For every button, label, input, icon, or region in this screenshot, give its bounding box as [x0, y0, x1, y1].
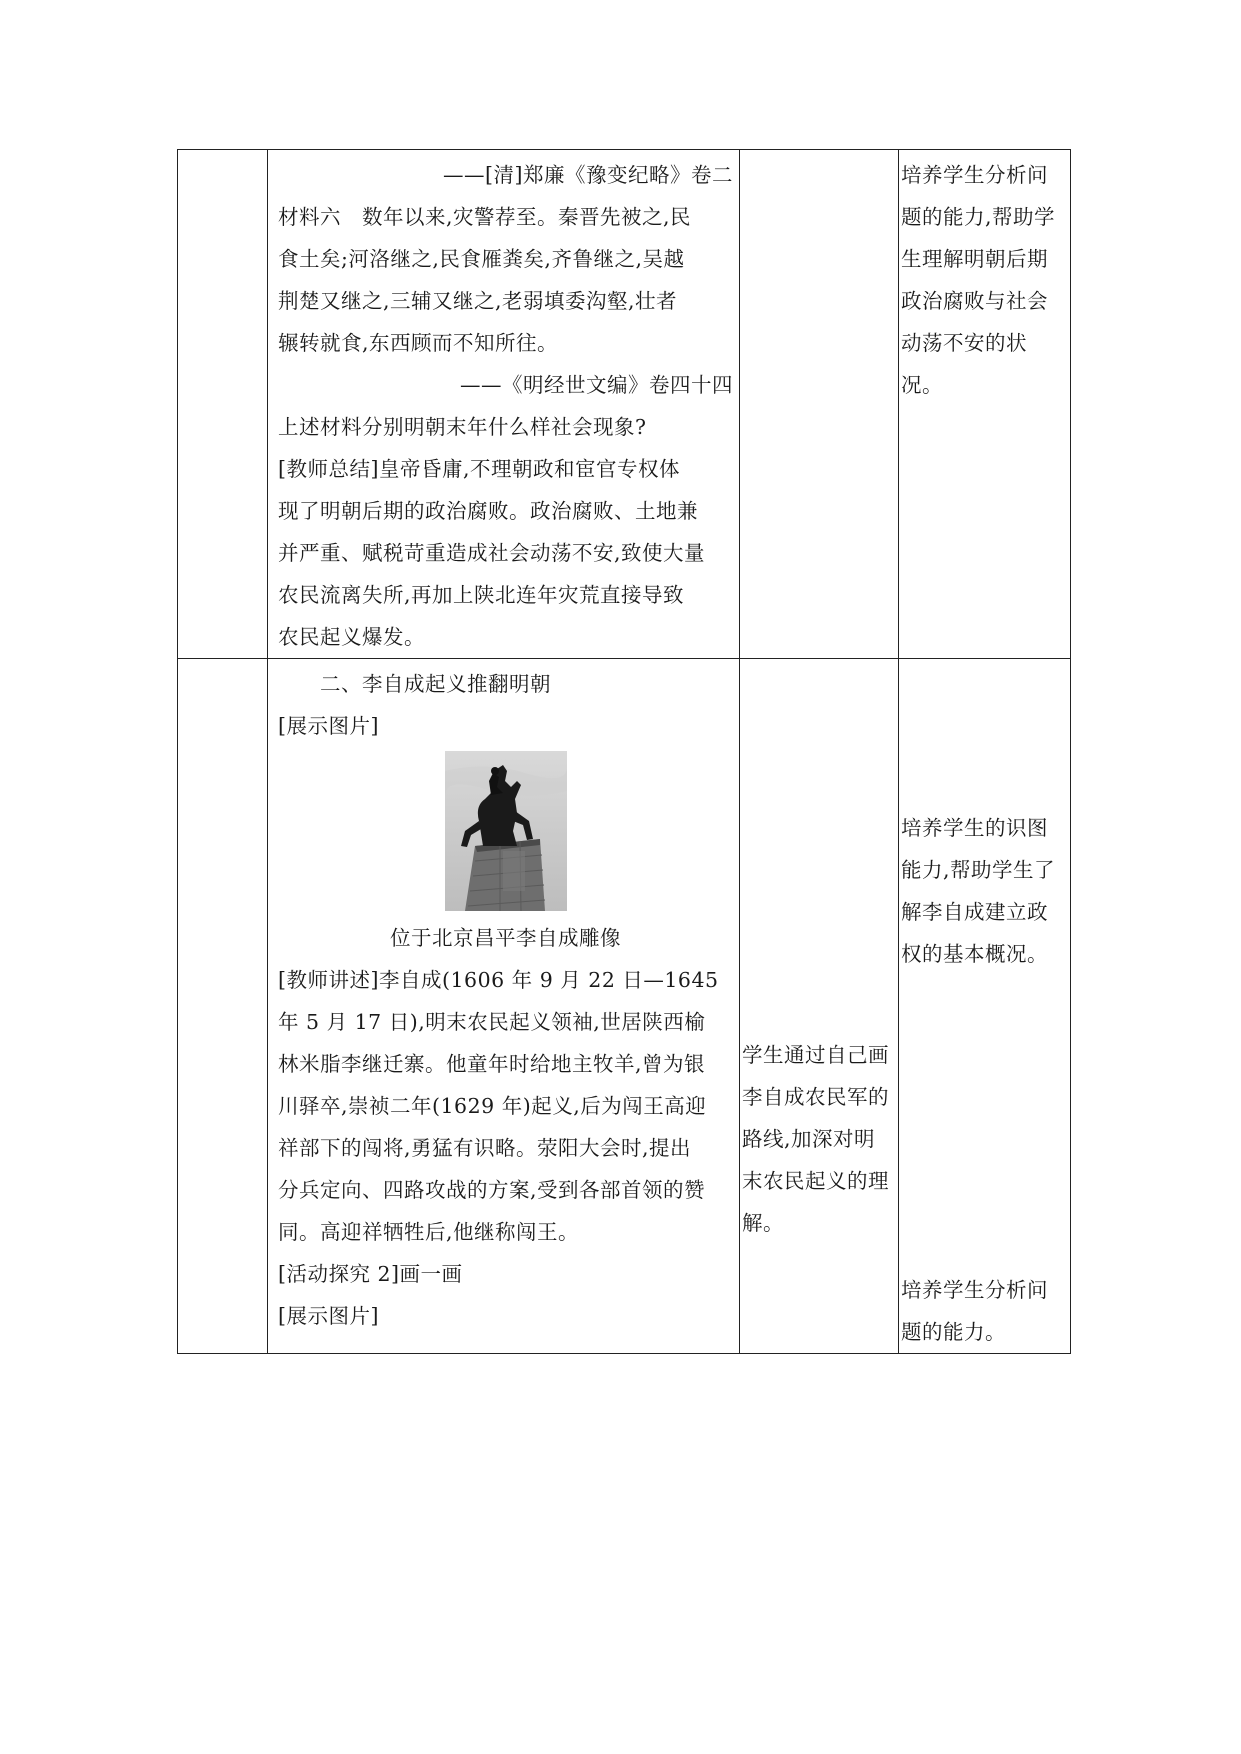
student-activity-cell: [740, 150, 899, 659]
table-row: [178, 659, 1071, 1354]
material-line: 辗转就食,东西顾而不知所往。: [278, 331, 559, 355]
design-intent-cell: [899, 150, 1071, 659]
lecture-line: 分兵定向、四路攻战的方案,受到各部首领的赞: [278, 1178, 706, 1202]
intent-line: 生理解明朝后期: [901, 247, 1048, 271]
stage-cell: [178, 659, 268, 1354]
intent-line: 动荡不安的状况。: [901, 331, 1027, 397]
intent-line: 培养学生的识图: [901, 816, 1048, 840]
intent-line: 解李自成建立政: [901, 900, 1048, 924]
student-activity-cell: [740, 659, 899, 1354]
teaching-process-cell: [268, 150, 740, 659]
activity-line: 学生通过自己画: [742, 1043, 889, 1067]
lecture-line: 年 5 月 17 日),明末农民起义领袖,世居陕西榆: [278, 1010, 706, 1034]
summary-line: 农民流离失所,再加上陕北连年灾荒直接导致: [278, 583, 685, 607]
activity-line: 末农民起义的理: [742, 1169, 889, 1193]
intent-line: 能力,帮助学生了: [901, 858, 1056, 882]
citation: ——[清]郑廉《豫变纪略》卷二: [443, 163, 733, 187]
summary-line: 并严重、赋税苛重造成社会动荡不安,致使大量: [278, 541, 706, 565]
activity-line: 路线,加深对明: [742, 1127, 876, 1151]
teaching-process-cell: [268, 659, 740, 1354]
show-image-label: [展示图片]: [278, 714, 379, 738]
question-text: 上述材料分别明朝末年什么样社会现象?: [278, 415, 647, 439]
photo-caption: 位于北京昌平李自成雕像: [390, 926, 621, 950]
material-line: 食土矣;河洛继之,民食雁粪矣,齐鲁继之,吴越: [278, 247, 685, 271]
design-intent-cell: [899, 659, 1071, 1354]
lesson-plan-table: [177, 149, 1071, 1354]
show-image-label: [展示图片]: [278, 1304, 379, 1328]
stage-cell: [178, 150, 268, 659]
intent-line: 权的基本概况。: [901, 942, 1048, 966]
statue-photo: [278, 747, 733, 917]
activity-line: 李自成农民军的: [742, 1085, 889, 1109]
summary-line: [教师总结]皇帝昏庸,不理朝政和宦官专权体: [278, 457, 681, 481]
lecture-line: 川驿卒,崇祯二年(1629 年)起义,后为闯王高迎: [278, 1094, 707, 1118]
lecture-line: [教师讲述]李自成(1606 年 9 月 22 日—1645: [278, 968, 719, 992]
summary-line: 农民起义爆发。: [278, 625, 425, 649]
intent-line: 政治腐败与社会: [901, 289, 1048, 313]
summary-line: 现了明朝后期的政治腐败。政治腐败、土地兼: [278, 499, 698, 523]
intent-line: 题的能力。: [901, 1320, 1006, 1344]
statue-image: [445, 751, 567, 911]
intent-line: 培养学生分析问: [901, 1278, 1048, 1302]
material-line: 材料六 数年以来,灾警荐至。秦晋先被之,民: [278, 205, 692, 229]
table-row: [178, 150, 1071, 659]
lecture-line: 林米脂李继迁寨。他童年时给地主牧羊,曾为银: [278, 1052, 706, 1076]
material-line: 荆楚又继之,三辅又继之,老弱填委沟壑,壮者: [278, 289, 678, 313]
lecture-line: 祥部下的闯将,勇猛有识略。荥阳大会时,提出: [278, 1136, 692, 1160]
lecture-line: 同。高迎祥牺牲后,他继称闯王。: [278, 1220, 580, 1244]
citation: ——《明经世文编》卷四十四: [460, 373, 733, 397]
activity-label: [活动探究 2]画一画: [278, 1262, 463, 1286]
intent-line: 培养学生分析问: [901, 163, 1048, 187]
intent-line: 题的能力,帮助学: [901, 205, 1056, 229]
section-heading: 二、李自成起义推翻明朝: [320, 672, 551, 696]
activity-line: 解。: [742, 1211, 784, 1235]
